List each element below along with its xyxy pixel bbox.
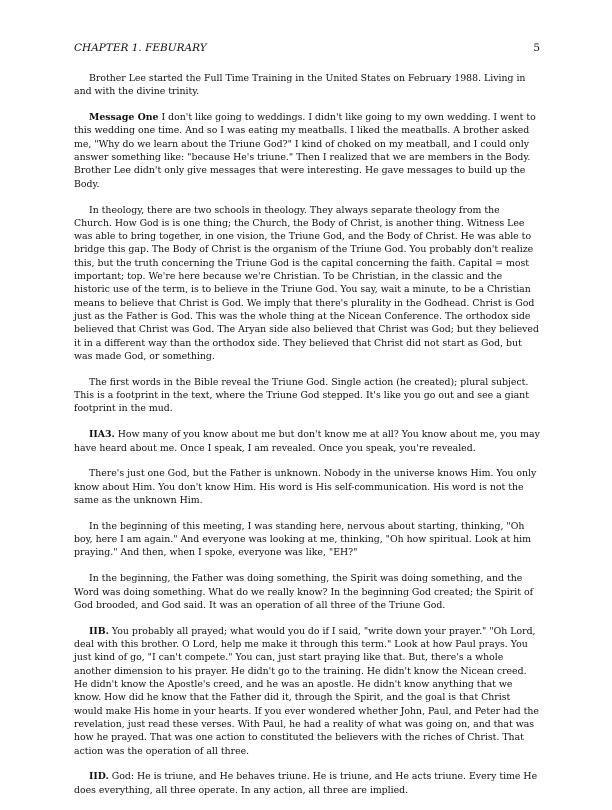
- paragraph: [74, 204, 540, 364]
- paragraph: [74, 111, 540, 191]
- paragraph: [74, 770, 540, 797]
- paragraph: [74, 428, 540, 455]
- paragraph-text: There's just one God, but the Father is unknown. Nobody in the universe knows Him. You only know about Him. You don't know Him. His word is His self-communication. His word is not the same as the unknown Him.: [74, 468, 537, 506]
- paragraph-text: In the beginning, the Father was doing something, the Spirit was doing something, and the Word was doing something. What do we really know? In the beginning God created; the Spirit of God brooded, and God said. It was an operation of all three of the Triune God.: [74, 573, 534, 611]
- paragraph-text: I don't like going to weddings. I didn't like going to my own wedding. I went to this wedding one time. And so I was eating my meatballs. I liked the meatballs. A brother asked me, "Why do we learn about the Triune God?" I kind of choked on my meatball, and I could only answer something like: "because He's triune." Then I realized that we are members in the Body. Brother Lee didn't only give messages that were interesting. He gave messages to build up the Body.: [74, 112, 536, 190]
- running-header: [74, 42, 540, 54]
- section-label: Message One: [89, 112, 159, 124]
- paragraph: [74, 572, 540, 612]
- paragraph-text: In theology, there are two schools in theology. They always separate theology from the Church. How God is is one thing; the Church, the Body of Christ, is another thing. Witness Lee was able to bring together, in one vision, the Triune God, and the Body of Christ. He was able to bridge this gap. The Body of Christ is the organism of the Triune God. You probably don't realize this, but the truth concerning the Triune God is the capital concerning the faith. Capital = most important; top. We're here because we're Christian. To be Christian, in the classic and the historic use of the term, is to believe in the Triune God. You say, wait a minute, to be a Christian means to believe that Christ is God. We imply that there's plurality in the Godhead. Christ is God just as the Father is God. This was the whole thing at the Nicean Conference. The orthodox side believed that Christ was God. The Aryan side also believed that Christ was God; but they believed it in a different way than the orthodox side. They believed that Christ did not start as God, but was made God, or something.: [74, 204, 539, 362]
- paragraph-text: The first words in the Bible reveal the Triune God. Single action (he created); plural subject. This is a footprint in the text, where the Triune God stepped. It's like you go out and see a giant footprint in the mud.: [74, 376, 529, 415]
- paragraph-text: In the beginning of this meeting, I was standing here, nervous about starting, thinking, "Oh boy, here I am again." And everyone was looking at me, thinking, "Oh how spiritual. Look at him praying." And then, when I spoke, everyone was like, "EH?": [74, 520, 531, 559]
- paragraph: [74, 72, 540, 99]
- paragraph: [74, 376, 540, 416]
- section-label: IID.: [89, 771, 109, 783]
- paragraph-text: You probably all prayed; what would you do if I said, "write down your prayer." "Oh Lord, deal with this brother. O Lord, help me make it through this term." Look at how Paul prays. You just kind of go, "I can't compete." You can, just start praying like that. But, there's a whole another dimension to his prayer. He didn't go to the training. He didn't know the Nicean creed. He didn't know the Apostle's creed, and he was an apostle. He didn't know anything that we know. How did he know that the Father did it, through the Spirit, and the goal is that Christ would make His home in your hearts. If you ever wondered whether John, Paul, and Peter had the revelation, just read these verses. With Paul, he had a reality of what was going on, and that was how he prayed. That was one action to constituted the believers with the riches of Christ. That action was the operation of all three.: [74, 625, 539, 757]
- chapter-title: CHAPTER 1. FEBURARY: [74, 42, 207, 54]
- paragraph: [74, 467, 540, 507]
- paragraph-text: How many of you know about me but don't know me at all? You know about me, you may have heard about me. Once I speak, I am revealed. Once you speak, you're revealed.: [74, 429, 540, 454]
- paragraph-text: God: He is triune, and He behaves triune. He is triune, and He acts triune. Every time He does everything, all three operate. In any action, all three are implied.: [74, 771, 538, 796]
- section-label: IIB.: [89, 625, 109, 637]
- body-text: [74, 72, 540, 810]
- paragraph: [74, 520, 540, 560]
- page-number: 5: [533, 42, 540, 54]
- section-label: IIA3.: [89, 429, 115, 441]
- paragraph: [74, 625, 540, 758]
- paragraph-text: Brother Lee started the Full Time Training in the United States on February 1988. Living in and with the divine trinity.: [74, 73, 526, 98]
